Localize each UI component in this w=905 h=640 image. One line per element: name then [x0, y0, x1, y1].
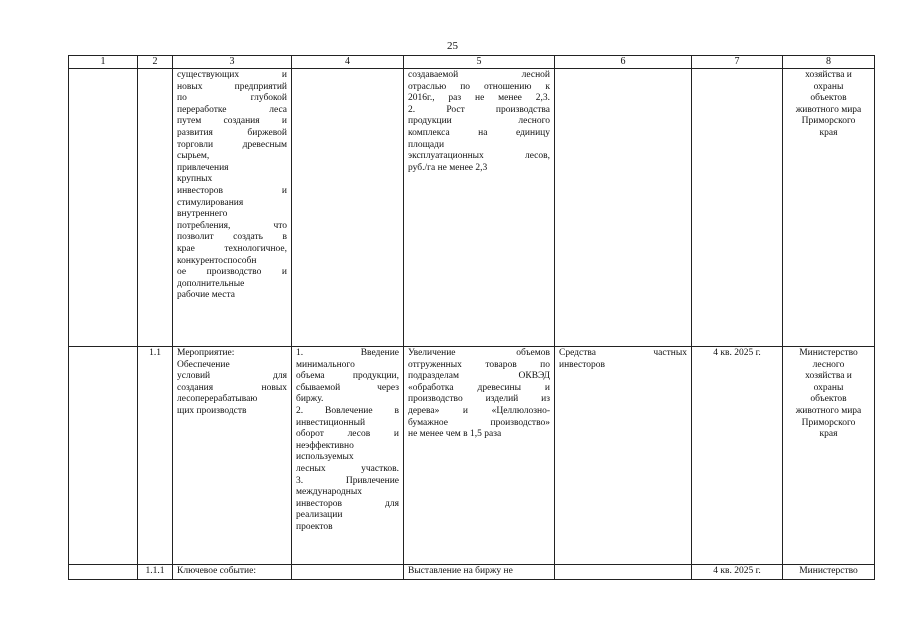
cell-line: производство изделий из	[408, 394, 550, 405]
column-numbers-row	[69, 56, 875, 69]
cell-line: 3. Привлечение	[296, 475, 399, 486]
cell-line: крае технологичное,	[177, 243, 287, 254]
cell-line: биржу.	[296, 394, 324, 405]
cell-line: Выставление на биржу не	[408, 566, 513, 576]
cell-line: оборот лесов и	[296, 429, 399, 440]
cell-result	[292, 69, 404, 347]
cell-line: новых предприятий	[177, 81, 287, 92]
cell-line: Мероприятие:	[177, 348, 235, 358]
cell-number: 1.1	[138, 347, 173, 565]
cell-line: Приморского	[801, 417, 856, 428]
column-header: 1	[69, 56, 138, 69]
cell-deadline: 4 кв. 2025 г.	[692, 565, 783, 580]
cell-line: стимулирования	[177, 197, 244, 208]
cell-line: международных	[296, 487, 362, 498]
cell-line: дополнительные	[177, 278, 245, 289]
cell-task	[173, 565, 292, 580]
cell-line: развития биржевой	[177, 127, 287, 138]
cell-line: 1. Введение	[296, 348, 399, 358]
cell-line: реализации	[296, 510, 343, 521]
cell-line: инвестиционный	[296, 417, 366, 428]
cell-col1	[69, 347, 138, 565]
cell-responsible	[783, 347, 875, 565]
table-row	[69, 347, 875, 565]
cell-line: подразделам ОКВЭД	[408, 371, 550, 382]
column-header: 7	[692, 56, 783, 69]
cell-line: лесного	[812, 359, 845, 370]
cell-line: переработке леса	[177, 104, 287, 115]
cell-line: края	[819, 429, 838, 440]
cell-line: объектов	[810, 394, 847, 405]
cell-result	[292, 565, 404, 580]
cell-line: инвесторов	[559, 359, 606, 370]
cell-line: условий для	[177, 371, 287, 382]
cell-responsible	[783, 69, 875, 347]
cell-line: лесоперерабатываю	[177, 394, 258, 405]
cell-line: существующих и	[177, 70, 287, 80]
cell-line: инвесторов для	[296, 498, 399, 509]
cell-number: 1.1.1	[138, 565, 173, 580]
cell-col1	[69, 565, 138, 580]
cell-line: проектов	[296, 521, 333, 532]
cell-line: торговли древесным	[177, 139, 287, 150]
cell-result	[292, 347, 404, 565]
cell-line: животного мира	[795, 405, 862, 416]
cell-line: щих производств	[177, 405, 247, 416]
column-header: 6	[555, 56, 692, 69]
cell-line: дерева» и «Целлюлозно-	[408, 405, 550, 416]
cell-line: крупных	[177, 174, 213, 185]
column-header: 5	[404, 56, 555, 69]
cell-line: используемых	[296, 452, 354, 463]
cell-line: животного мира	[795, 104, 862, 115]
cell-col1	[69, 69, 138, 347]
cell-indicator	[404, 69, 555, 347]
cell-line: отраслью по отношению к	[408, 81, 550, 92]
cell-line: создаваемой лесной	[408, 70, 550, 80]
column-header: 2	[138, 56, 173, 69]
cell-line: охраны	[813, 81, 844, 92]
cell-line: Средства частных	[559, 348, 687, 358]
cell-line: бумажное производство»	[408, 417, 550, 428]
cell-indicator	[404, 347, 555, 565]
cell-line: сбываемой через	[296, 382, 399, 393]
cell-line: руб./га не менее 2,3	[408, 162, 488, 173]
cell-line: Приморского	[801, 116, 856, 127]
cell-line: Министерство	[799, 348, 858, 358]
cell-line: минимального	[296, 359, 355, 370]
column-header: 4	[292, 56, 404, 69]
cell-deadline: 4 кв. 2025 г.	[692, 347, 783, 565]
cell-line: «обработка древесины и	[408, 382, 550, 393]
cell-line: инвесторов и	[177, 185, 287, 196]
cell-line: не менее чем в 1,5 раза	[408, 429, 502, 440]
cell-line: хозяйства и	[805, 70, 852, 80]
cell-line: 2. Вовлечение в	[296, 405, 399, 416]
cell-line: края	[819, 127, 838, 138]
cell-line: 2. Рост производства	[408, 104, 550, 115]
cell-line: потребления, что	[177, 220, 287, 231]
cell-line: площади	[408, 139, 445, 150]
measures-table	[68, 55, 875, 580]
cell-line: продукции лесного	[408, 116, 550, 127]
cell-line: хозяйства и	[805, 371, 852, 382]
cell-line: эксплуатационных лесов,	[408, 151, 550, 162]
cell-funding	[555, 565, 692, 580]
cell-line: сырьем,	[177, 151, 210, 162]
cell-number	[138, 69, 173, 347]
table-row	[69, 565, 875, 580]
cell-line: Увеличение объемов	[408, 348, 550, 358]
cell-indicator	[404, 565, 555, 580]
cell-line: конкурентоспособн	[177, 255, 257, 266]
cell-line: Министерство	[799, 566, 858, 576]
cell-funding	[555, 69, 692, 347]
cell-line: по глубокой	[177, 93, 287, 104]
cell-line: охраны	[813, 382, 844, 393]
cell-line: лесных участков.	[296, 463, 399, 474]
cell-line: 2016г., раз не менее 2,3.	[408, 93, 550, 104]
table-row	[69, 69, 875, 347]
cell-line: путем создания и	[177, 116, 287, 127]
column-header: 3	[173, 56, 292, 69]
column-header: 8	[783, 56, 875, 69]
page-number: 25	[447, 40, 458, 52]
cell-line: Обеспечение	[177, 359, 230, 370]
cell-task	[173, 69, 292, 347]
cell-line: внутреннего	[177, 209, 228, 220]
cell-line: объектов	[810, 93, 847, 104]
cell-funding	[555, 347, 692, 565]
cell-line: позволит создать в	[177, 232, 287, 243]
cell-line: неэффективно	[296, 440, 354, 451]
cell-line: создания новых	[177, 382, 287, 393]
cell-deadline	[692, 69, 783, 347]
cell-line: комплекса на единицу	[408, 127, 550, 138]
cell-line: ое производство и	[177, 267, 287, 278]
cell-line: рабочие места	[177, 290, 235, 301]
cell-responsible	[783, 565, 875, 580]
cell-task	[173, 347, 292, 565]
cell-line: Ключевое событие:	[177, 566, 256, 576]
cell-line: привлечения	[177, 162, 229, 173]
cell-line: отгруженных товаров по	[408, 359, 550, 370]
cell-line: объема продукции,	[296, 371, 399, 382]
